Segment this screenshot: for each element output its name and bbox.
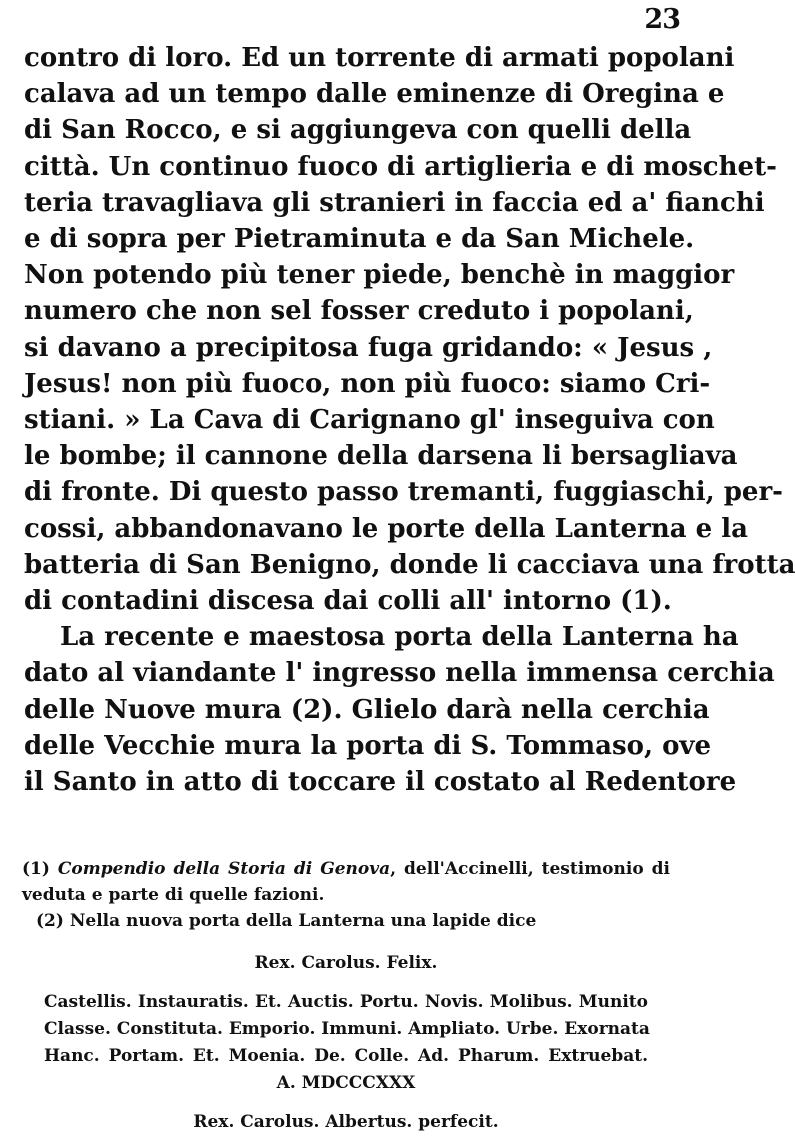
text-line-19: delle Nuove mura (2). Glielo darà nella cerchia: [24, 694, 710, 725]
text-line-15: batteria di San Benigno, donde li cacciava una frotta: [24, 549, 795, 580]
text-line-16: di contadini discesa dai colli all' intorno (1).: [24, 586, 672, 617]
text-line-18: dato al viandante l' ingresso nella immensa cerchia: [24, 658, 775, 689]
text-line-14: cossi, abbandonavano le porte della Lanterna e la: [24, 513, 748, 544]
text-line-8: numero che non sel fosser creduto i popolani,: [24, 296, 694, 327]
footnotes: [22, 856, 670, 934]
text-line-11: stiani. » La Cava di Carignano gl' inseguiva con: [24, 405, 715, 436]
text-line-13: di fronte. Di questo passo tremanti, fuggiaschi, per-: [24, 477, 783, 508]
text-line-6: e di sopra per Pietraminuta e da San Michele.: [24, 224, 695, 255]
text-line-9: si davano a precipitosa fuga gridando: « Jesus ,: [24, 332, 713, 363]
text-line-1: contro di loro. Ed un torrente di armati popolani: [24, 43, 735, 73]
inscription-line-1: Rex. Carolus. Felix.: [254, 953, 438, 973]
inscription-line-2: Castellis. Instauratis. Et. Auctis. Portu. Novis. Molibus. Munito: [44, 992, 648, 1012]
text-line-20: delle Vecchie mura la porta di S. Tommaso, ove: [24, 730, 712, 761]
page-number: 23: [644, 4, 680, 35]
text-line-3: di San Rocco, e si aggiungeva con quelli della: [24, 115, 692, 146]
text-line-12: le bombe; il cannone della darsena li bersagliava: [24, 441, 738, 472]
inscription-line-4: Hanc. Portam. Et. Moenia. De. Colle. Ad. Pharum. Extruebat.: [44, 1046, 648, 1066]
footnote-1-text: , dell'Accinelli, testimonio di: [390, 859, 670, 879]
inscription-line-6: Rex. Carolus. Albertus. perfecit.: [193, 1112, 499, 1132]
text-line-17: La recente e maestosa porta della Lanterna ha: [60, 622, 739, 653]
main-text: [24, 40, 795, 800]
text-line-10: Jesus! non più fuoco, non più fuoco: siamo Cri-: [24, 368, 711, 399]
inscription: [22, 950, 670, 1136]
footnote-1-title: Compendio della Storia di Genova: [57, 859, 391, 879]
text-line-7: Non potendo più tener piede, benchè in maggior: [24, 260, 735, 291]
text-line-2: calava ad un tempo dalle eminenze di Oregina e: [24, 79, 725, 110]
text-line-5: teria travagliava gli stranieri in faccia ed a' fianchi: [24, 187, 765, 218]
footnote-1-mark: (1): [22, 859, 50, 879]
text-line-21: il Santo in atto di toccare il costato al Redentore: [24, 767, 737, 798]
inscription-line-5: A. MDCCCXXX: [276, 1073, 416, 1093]
footnote-1: [22, 856, 670, 882]
inscription-line-3: Classe. Constituta. Emporio. Immuni. Ampliato. Urbe. Exornata: [44, 1019, 650, 1039]
footnote-2: (2) Nella nuova porta della Lanterna una lapide dice: [36, 911, 537, 931]
text-line-4: città. Un continuo fuoco di artiglieria e di moschet-: [24, 151, 777, 182]
footnote-1-continuation: veduta e parte di quelle fazioni.: [22, 885, 325, 905]
